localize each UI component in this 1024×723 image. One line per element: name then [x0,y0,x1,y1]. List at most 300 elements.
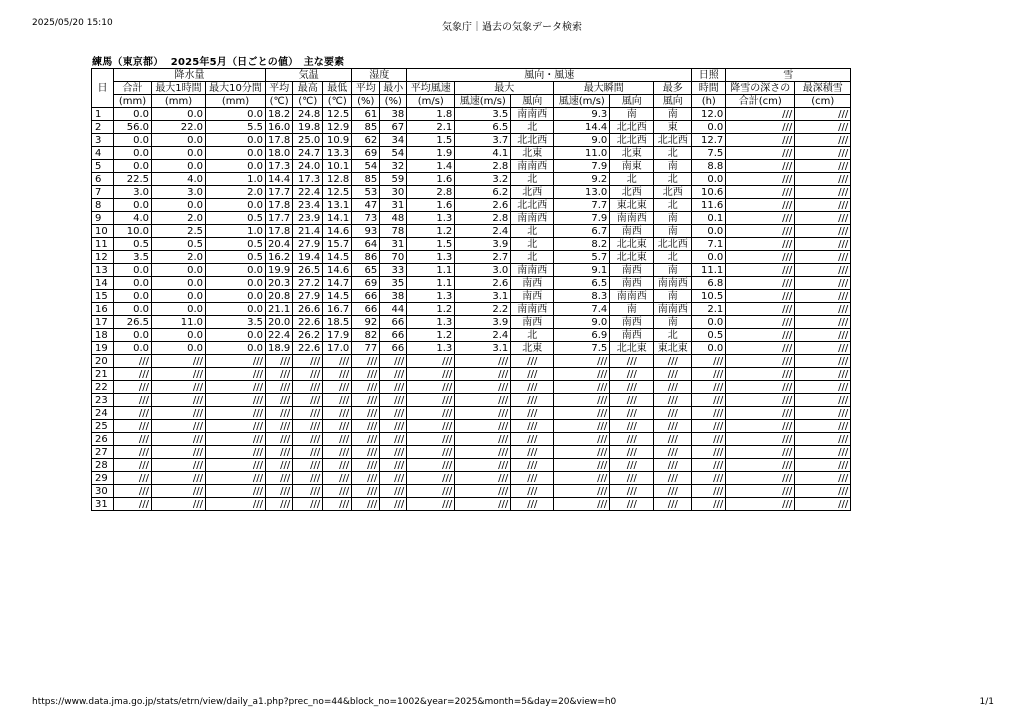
day-header: 日 [92,69,114,108]
table-cell: /// [654,433,692,446]
table-cell: /// [795,173,851,186]
table-cell: 31 [380,238,407,251]
table-cell: /// [511,433,554,446]
table-cell: 6.9 [554,329,610,342]
table-cell: 17.9 [323,329,352,342]
table-cell: 13.3 [323,147,352,160]
table-cell: 0.0 [114,342,152,355]
table-row [92,173,851,186]
table-cell: /// [726,420,795,433]
table-cell: 17.0 [323,342,352,355]
table-row [92,316,851,329]
table-cell: /// [795,134,851,147]
table-cell: 54 [352,160,380,173]
table-cell: 北東 [610,147,654,160]
table-row [92,394,851,407]
table-cell: 1.3 [407,290,455,303]
table-cell: 17.3 [266,160,293,173]
table-cell: /// [610,485,654,498]
table-cell: /// [407,407,455,420]
table-cell: 18.5 [323,316,352,329]
table-cell: /// [726,303,795,316]
table-cell: /// [726,290,795,303]
table-cell: /// [795,108,851,121]
table-cell: 0.0 [152,303,206,316]
table-cell: 2.7 [455,251,511,264]
table-cell: 10.5 [692,290,726,303]
daily-weather-table [91,68,851,511]
table-cell: 30 [380,186,407,199]
table-cell: /// [266,472,293,485]
unit-header: (m/s) [407,95,455,108]
table-cell: 35 [380,277,407,290]
table-cell: /// [152,381,206,394]
table-cell: 2.4 [455,329,511,342]
table-cell: /// [293,407,323,420]
table-row [92,212,851,225]
table-cell: 21.4 [293,225,323,238]
table-cell: /// [654,381,692,394]
table-cell: /// [726,277,795,290]
footer-url: https://www.data.jma.go.jp/stats/etrn/view/daily_a1.php?prec_no=44&block_no=1002&year=2025&month=5&day=20&view=h0 [32,697,617,707]
table-cell: 20.3 [266,277,293,290]
table-cell: 0.0 [206,277,266,290]
table-cell: /// [726,381,795,394]
table-cell: /// [795,186,851,199]
table-cell: 8.8 [692,160,726,173]
table-cell: /// [554,459,610,472]
page-heading [92,53,344,68]
table-cell: 9.0 [554,134,610,147]
table-cell: /// [726,498,795,511]
table-cell: 24.7 [293,147,323,160]
day-cell: 17 [92,316,114,329]
table-cell: /// [726,316,795,329]
table-cell: /// [293,381,323,394]
table-cell: 20.0 [266,316,293,329]
table-cell: /// [455,459,511,472]
table-cell: /// [407,394,455,407]
table-row [92,329,851,342]
table-row [92,342,851,355]
table-cell: /// [114,381,152,394]
table-cell: /// [795,355,851,368]
table-cell: /// [152,459,206,472]
table-cell: /// [206,433,266,446]
table-cell: /// [152,446,206,459]
table-cell: /// [654,472,692,485]
table-cell: 22.4 [293,186,323,199]
table-cell: 7.9 [554,160,610,173]
table-cell: /// [352,381,380,394]
table-cell: 3.1 [455,290,511,303]
table-cell: /// [266,368,293,381]
table-cell: /// [795,238,851,251]
table-cell: 2.5 [152,225,206,238]
table-cell: 1.8 [407,108,455,121]
table-cell: /// [795,290,851,303]
table-cell: 8.3 [554,290,610,303]
wind-group-header: 風向・風速 [407,69,692,82]
snow-max-header: 最深積雪 [795,82,851,95]
table-cell: /// [152,355,206,368]
table-row [92,355,851,368]
table-cell: /// [206,381,266,394]
day-cell: 2 [92,121,114,134]
table-cell: /// [152,407,206,420]
table-cell: /// [293,355,323,368]
wind-mode-header: 最多 [654,82,692,95]
table-cell: /// [407,498,455,511]
table-cell: 南南西 [511,212,554,225]
table-cell: 北 [654,147,692,160]
table-cell: /// [554,407,610,420]
table-cell: /// [511,459,554,472]
table-cell: 0.0 [692,225,726,238]
table-cell: /// [114,368,152,381]
table-cell: /// [266,381,293,394]
table-cell: /// [726,329,795,342]
day-cell: 7 [92,186,114,199]
table-cell: 北 [511,238,554,251]
table-cell: 13.1 [323,199,352,212]
wind-max-dir-header: 風向 [511,95,554,108]
table-cell: 4.1 [455,147,511,160]
table-cell: 南 [654,316,692,329]
table-cell: 0.0 [152,199,206,212]
table-row [92,303,851,316]
day-cell: 1 [92,108,114,121]
page-number: 1/1 [979,697,994,707]
table-cell: 0.0 [152,108,206,121]
table-cell: /// [266,420,293,433]
table-cell: 1.1 [407,277,455,290]
table-cell: 7.4 [554,303,610,316]
table-cell: /// [511,485,554,498]
day-cell: 10 [92,225,114,238]
day-cell: 19 [92,342,114,355]
day-cell: 20 [92,355,114,368]
table-cell: /// [692,394,726,407]
table-cell: /// [266,485,293,498]
table-cell: 12.8 [323,173,352,186]
table-cell: /// [407,420,455,433]
table-cell: 2.0 [152,251,206,264]
day-cell: 25 [92,420,114,433]
table-cell: 73 [352,212,380,225]
table-cell: /// [511,472,554,485]
day-cell: 12 [92,251,114,264]
table-cell: /// [726,485,795,498]
header-row-groups [92,69,851,82]
table-cell: 南 [654,290,692,303]
table-cell: 27.2 [293,277,323,290]
table-cell: 12.7 [692,134,726,147]
table-cell: 23.9 [293,212,323,225]
table-cell: 0.0 [206,199,266,212]
day-cell: 8 [92,199,114,212]
table-cell: 26.5 [293,264,323,277]
table-cell: 12.5 [323,186,352,199]
table-cell: /// [654,420,692,433]
table-row [92,134,851,147]
table-cell: 北北西 [610,134,654,147]
table-cell: 14.4 [266,173,293,186]
table-row [92,446,851,459]
table-cell: 東北東 [610,199,654,212]
table-row [92,277,851,290]
precip-1h-header: 最大1時間 [152,82,206,95]
table-cell: /// [795,329,851,342]
table-cell: 北 [511,173,554,186]
temp-avg-header: 平均 [266,82,293,95]
table-cell: /// [654,498,692,511]
table-cell: /// [455,485,511,498]
table-cell: 3.5 [114,251,152,264]
table-cell: /// [726,459,795,472]
table-cell: /// [266,446,293,459]
table-cell: 77 [352,342,380,355]
table-cell: /// [795,446,851,459]
table-cell: 北 [610,173,654,186]
table-cell: /// [610,381,654,394]
table-cell: 0.0 [206,342,266,355]
table-cell: /// [554,446,610,459]
table-cell: /// [610,446,654,459]
humid-min-header: 最小 [380,82,407,95]
sun-group-header: 日照 [692,69,726,82]
table-cell: /// [206,420,266,433]
table-cell: 67 [380,121,407,134]
table-cell: 1.5 [407,134,455,147]
table-cell: 北 [654,251,692,264]
precip-total-header: 合計 [114,82,152,95]
table-cell: 南西 [511,316,554,329]
table-cell: /// [206,459,266,472]
table-cell: /// [206,368,266,381]
snow-depth-header: 降雪の深さの [726,82,795,95]
table-cell: /// [795,277,851,290]
table-cell: 65 [352,264,380,277]
table-cell: /// [726,264,795,277]
unit-header: (%) [352,95,380,108]
table-cell: 7.1 [692,238,726,251]
table-cell: /// [293,459,323,472]
unit-header: (℃) [293,95,323,108]
table-cell: /// [407,355,455,368]
table-cell: /// [323,407,352,420]
table-cell: 14.5 [323,251,352,264]
table-cell: 3.9 [455,316,511,329]
table-cell: /// [323,381,352,394]
table-cell: /// [323,368,352,381]
table-cell: 9.0 [554,316,610,329]
table-cell: 18.0 [266,147,293,160]
table-cell: 南西 [610,329,654,342]
table-cell: 17.8 [266,134,293,147]
table-cell: 3.0 [152,186,206,199]
table-cell: /// [795,381,851,394]
table-cell: 16.2 [266,251,293,264]
table-cell: 12.9 [323,121,352,134]
table-cell: /// [692,368,726,381]
day-cell: 3 [92,134,114,147]
table-cell: /// [323,472,352,485]
table-cell: /// [293,368,323,381]
table-cell: /// [266,498,293,511]
wind-avg-header: 平均風速 [407,82,455,95]
print-date: 2025/05/20 15:10 [32,18,113,28]
table-cell: 北北西 [511,199,554,212]
table-cell: /// [726,394,795,407]
table-cell: 2.0 [206,186,266,199]
table-cell: 17.7 [266,212,293,225]
table-cell: 0.0 [114,147,152,160]
table-cell: 22.6 [293,316,323,329]
table-cell: /// [152,394,206,407]
table-cell: 0.0 [692,342,726,355]
table-cell: 3.7 [455,134,511,147]
table-cell: /// [114,420,152,433]
table-cell: 64 [352,238,380,251]
table-cell: /// [654,368,692,381]
day-cell: 14 [92,277,114,290]
table-cell: /// [554,355,610,368]
temp-group-header: 気温 [266,69,352,82]
unit-header: (%) [380,95,407,108]
table-cell: /// [407,433,455,446]
table-cell: 2.0 [152,212,206,225]
table-cell: 3.0 [455,264,511,277]
table-cell: /// [511,420,554,433]
print-title: 気象庁｜過去の気象データ検索 [442,22,582,33]
table-cell: /// [511,446,554,459]
table-cell: /// [795,472,851,485]
table-cell: 12.0 [692,108,726,121]
table-cell: 北北西 [610,121,654,134]
table-cell: 0.0 [692,316,726,329]
table-cell: 北西 [610,186,654,199]
table-cell: /// [293,420,323,433]
table-cell: 25.0 [293,134,323,147]
table-cell: 北 [511,121,554,134]
table-cell: 12.5 [323,108,352,121]
table-cell: /// [455,420,511,433]
table-cell: /// [511,381,554,394]
table-cell: /// [511,368,554,381]
table-cell: /// [795,147,851,160]
humid-group-header: 湿度 [352,69,407,82]
table-cell: /// [380,459,407,472]
table-cell: /// [654,394,692,407]
table-cell: /// [554,381,610,394]
table-cell: 6.5 [455,121,511,134]
table-cell: 38 [380,108,407,121]
table-cell: 0.0 [152,277,206,290]
snow-depth-total-header: 合計(cm) [726,95,795,108]
table-cell: 南 [610,108,654,121]
table-cell: /// [407,459,455,472]
snow-group-header: 雪 [726,69,851,82]
table-cell: 59 [380,173,407,186]
table-cell: /// [795,316,851,329]
table-row [92,251,851,264]
table-cell: 0.0 [152,329,206,342]
table-cell: 3.2 [455,173,511,186]
table-cell: /// [323,459,352,472]
table-cell: 南南西 [511,160,554,173]
table-cell: 0.0 [152,290,206,303]
table-cell: 南南西 [610,290,654,303]
table-cell: 16.0 [266,121,293,134]
table-cell: /// [726,108,795,121]
table-row [92,108,851,121]
table-cell: /// [726,342,795,355]
table-cell: /// [407,472,455,485]
table-cell: /// [152,472,206,485]
table-cell: /// [795,407,851,420]
table-cell: 南 [654,225,692,238]
table-cell: 47 [352,199,380,212]
table-cell: 北 [511,329,554,342]
table-cell: /// [152,420,206,433]
table-cell: 0.0 [114,160,152,173]
table-cell: /// [795,251,851,264]
table-cell: 0.0 [206,264,266,277]
table-cell: /// [610,498,654,511]
table-row [92,485,851,498]
table-cell: 南南西 [511,303,554,316]
table-cell: 0.0 [206,108,266,121]
table-cell: 南南西 [511,264,554,277]
table-cell: /// [511,394,554,407]
table-cell: 北 [654,199,692,212]
table-cell: /// [407,368,455,381]
table-cell: 66 [352,290,380,303]
day-cell: 26 [92,433,114,446]
table-cell: 0.5 [692,329,726,342]
table-cell: 0.0 [152,147,206,160]
table-cell: /// [511,355,554,368]
table-cell: 南 [654,160,692,173]
table-cell: /// [726,238,795,251]
table-cell: 17.8 [266,225,293,238]
table-cell: /// [610,368,654,381]
table-cell: /// [795,342,851,355]
table-cell: 17.8 [266,199,293,212]
table-cell: 0.0 [152,264,206,277]
table-cell: /// [511,498,554,511]
table-cell: /// [352,433,380,446]
table-cell: 85 [352,121,380,134]
day-cell: 27 [92,446,114,459]
table-cell: 0.5 [152,238,206,251]
table-cell: /// [726,433,795,446]
table-cell: /// [726,251,795,264]
table-cell: /// [654,485,692,498]
table-cell: /// [610,472,654,485]
table-cell: /// [795,212,851,225]
day-cell: 29 [92,472,114,485]
wind-max-header: 最大 [455,82,554,95]
table-cell: 0.0 [206,303,266,316]
header-row-items [92,82,851,95]
table-cell: /// [380,446,407,459]
table-cell: /// [352,459,380,472]
table-cell: 38 [380,290,407,303]
table-cell: /// [323,355,352,368]
table-cell: /// [795,368,851,381]
